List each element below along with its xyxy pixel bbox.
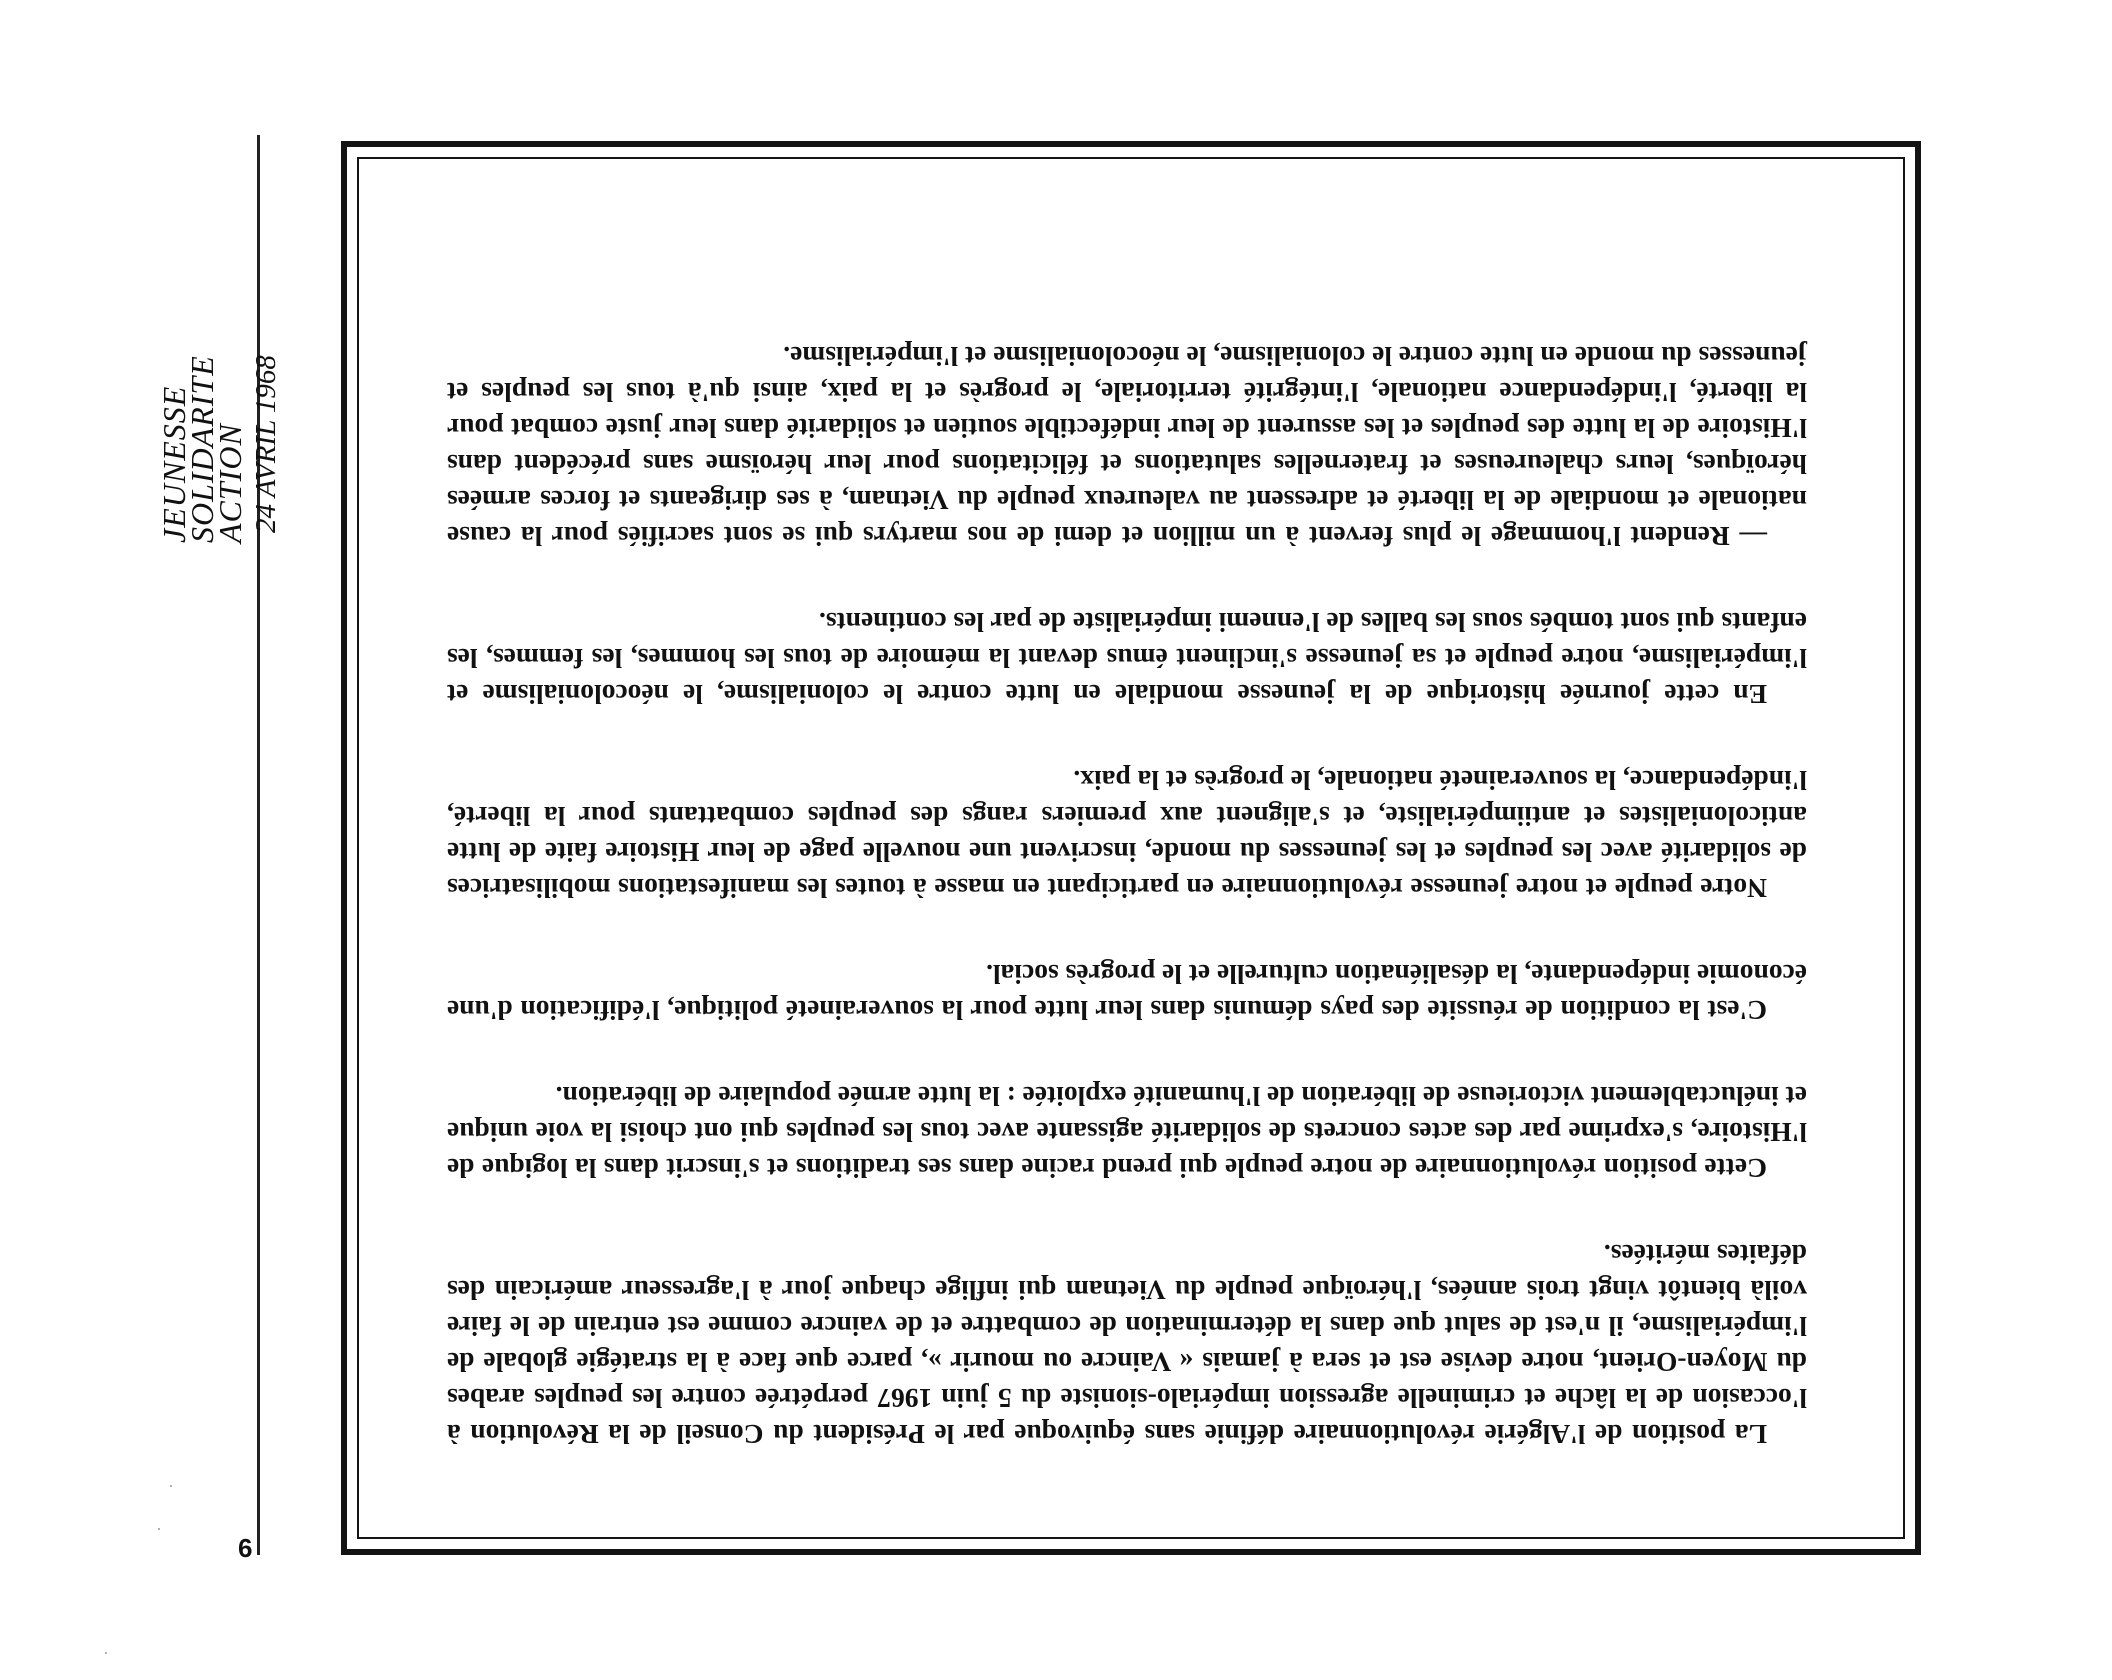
article-paragraph: En cette journée historique de la jeunesse mondiale en lutte contre le colonialisme, le néocolonialisme et l'impérialisme, notre peuple et sa jeunesse s'inclinent émus devant la mémoire de tous les hommes, les femmes, les enfants qui sont tombés sous les balles de l'ennemi impérialiste de par les continents. (447, 607, 1807, 710)
publication-line: JEUNESSE (156, 385, 192, 543)
publication-line: SOLIDARITE (184, 355, 220, 543)
publication-line: ACTION (212, 423, 248, 543)
article-frame (341, 141, 1921, 1555)
article-paragraph: La position de l'Algérie révolutionnaire définie sans équivoque par le Président du Conseil de la Révolution à l'occasion de la lâche et criminelle agression impérialo-sioniste du 5 juin 1967 perpétrée contre les peuples arabes du Moyen-Orient, notre devise est et sera à jamais « Vaincre ou mourir », parce que face à la stratégie globale de l'impérialisme, il n'est de salut que dans la détermination de combattre et de vaincre comme est entrain de le faire voilà bientôt vingt trois années, l'héroïque peuple du Vietnam qui inflige chaque jour à l'agresseur américain des défaites méritées. (447, 1239, 1807, 1450)
sidebar-rule (257, 135, 260, 1555)
scan-speck (158, 1528, 160, 1530)
article-text (447, 252, 1807, 1452)
page-number: 6 (238, 1533, 253, 1563)
article-paragraph: Notre peuple et notre jeunesse révolutionnaire en participant en masse à toutes les manifestations mobilisatrices de solidarité avec les peuples et les jeunesses du monde, inscrivent une nouvelle page de leur Histoire faite de lutte anticolonialistes et antiimpérialiste, et s'alignent aux premiers rangs des peuples combattants pour la liberté, l'indépendance, la souveraineté nationale, le progrès et la paix. (447, 765, 1807, 904)
issue-date: 24 AVRIL 1968 (250, 355, 282, 533)
publication-title (156, 355, 248, 543)
article-paragraph: — Rendent l'hommage le plus fervent à un million et demi de nos martyrs qui se sont sacrifiés pour la cause nationale et mondiale de la liberté et adressent au valeureux peuple du Vietnam, à ses dirigeants et forces armées héroïques, leurs chaleureuses et fraternelles salutations et félicitations pour leur héroïsme sans précédent dans l'Histoire de la lutte des peuples et les assurent de leur indéfectible soutien et solidarité dans leur juste combat pour la liberté, l'indépendance nationale, l'intégrité territoriale, le progrès et la paix, ainsi qu'à tous les peuples et jeunesses du monde en lutte contre le colonialisme, le néocolonialisme et l'impérialisme. (447, 341, 1807, 552)
article-paragraph: Cette position révolutionnaire de notre peuple qui prend racine dans ses traditions et s'inscrit dans la logique de l'Histoire, s'exprime par des actes concrets de solidarité agissante avec tous les peuples qui ont choisi la voie unique et inéluctablement victorieuse de libération de l'humanité exploitée : la lutte armée populaire de libération. (447, 1081, 1807, 1184)
article-paragraph: C'est la condition de réussite des pays démunis dans leur lutte pour la souveraineté politique, l'édification d'une économie indépendante, la désaliénation culturelle et le progrès social. (447, 959, 1807, 1026)
scan-speck (105, 1652, 107, 1654)
running-head (150, 315, 282, 575)
scan-speck (170, 1485, 172, 1487)
